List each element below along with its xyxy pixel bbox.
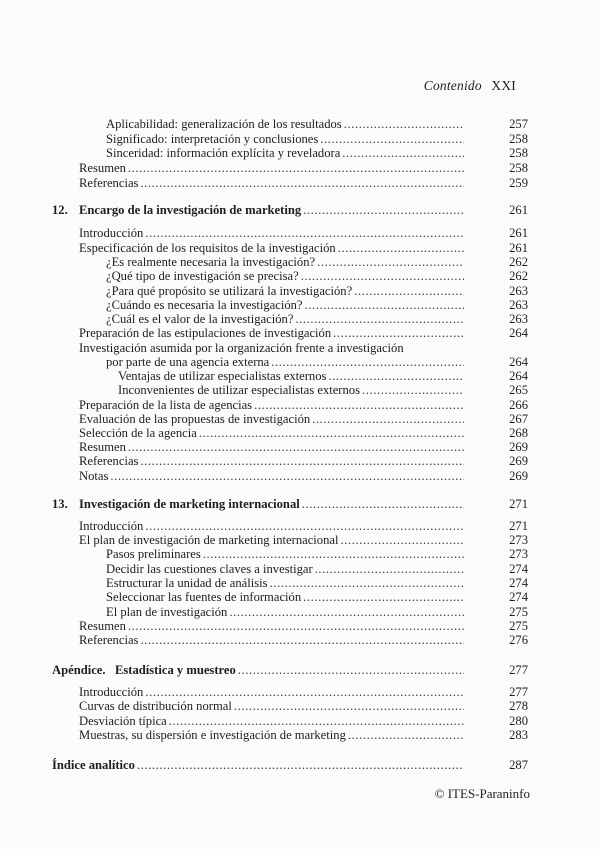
dot-leader <box>302 496 464 513</box>
toc-entry-title: Resumen <box>79 440 126 454</box>
toc-entry-title: Significado: interpretación y conclusiones <box>106 132 319 146</box>
toc-entry-page: 278 <box>509 699 528 713</box>
toc-entry-title: Preparación de la lista de agencias <box>79 398 253 412</box>
toc-entry-title: Introducción <box>79 685 144 699</box>
toc-entry-page: 274 <box>509 590 528 604</box>
toc-entry-page: 275 <box>509 605 528 619</box>
chapter-number: 13. <box>52 497 68 511</box>
toc-entry-page: 259 <box>509 176 528 190</box>
toc-entry-title: ¿Es realmente necesaria la investigación? <box>106 255 316 269</box>
chapter-title: Investigación de marketing internacional <box>79 497 300 511</box>
toc-entry-page: 283 <box>509 728 528 742</box>
toc-entry-title: Resumen <box>79 161 126 175</box>
toc-entry-page: 264 <box>509 369 528 383</box>
toc-entry-page: 263 <box>509 312 528 326</box>
toc-entry-title: ¿Cuándo es necesaria la investigación? <box>106 298 303 312</box>
toc-entry-page: 266 <box>509 398 528 412</box>
dot-leader <box>238 662 464 679</box>
toc-entry-title: Especificación de los requisitos de la investigación <box>79 241 336 255</box>
toc-entry-page: 269 <box>509 440 528 454</box>
toc-entry-title: El plan de investigación <box>106 605 228 619</box>
toc-entry-title: Introducción <box>79 226 144 240</box>
index-title: Índice analítico <box>52 758 135 772</box>
toc-entry-title: Sinceridad: información explícita y reveladora <box>106 146 341 160</box>
toc-entry-title: Notas <box>79 469 109 483</box>
toc-entry-page: 262 <box>509 255 528 269</box>
chapter-title: Encargo de la investigación de marketing <box>79 203 302 217</box>
toc-entry <box>79 727 528 744</box>
dot-leader <box>140 632 464 649</box>
toc-entry-title: Investigación asumida por la organización frente a investigación <box>79 341 404 355</box>
toc-appendix <box>52 662 528 679</box>
toc-entry-page: 257 <box>509 117 528 131</box>
toc-entry-page: 277 <box>509 685 528 699</box>
toc-entry-page: 273 <box>509 533 528 547</box>
toc-entry-page: 268 <box>509 426 528 440</box>
toc-entry-title: Referencias <box>79 454 139 468</box>
toc-entry-title: Referencias <box>79 176 139 190</box>
toc-entry-page: 269 <box>509 469 528 483</box>
dot-leader <box>140 175 464 192</box>
toc-entry <box>79 632 528 649</box>
toc-entry-title: ¿Qué tipo de investigación se precisa? <box>106 269 299 283</box>
toc-entry-title: Referencias <box>79 633 139 647</box>
toc-entry-title: ¿Para qué propósito se utilizará la investigación? <box>106 284 353 298</box>
toc-entry-title: Introducción <box>79 519 144 533</box>
toc-entry-page: 271 <box>509 497 528 511</box>
header-page-number: XXI <box>491 78 516 93</box>
toc-entry <box>79 175 528 192</box>
toc-entry-page: 274 <box>509 576 528 590</box>
toc-entry-title: Seleccionar las fuentes de información <box>106 590 302 604</box>
toc-entry-page: 271 <box>509 519 528 533</box>
toc-entry-title: Evaluación de las propuestas de investigación <box>79 412 311 426</box>
toc-entry-title: por parte de una agencia externa <box>106 355 270 369</box>
toc-entry-page: 277 <box>509 663 528 677</box>
toc-entry-title: Ventajas de utilizar especialistas externos <box>118 369 327 383</box>
toc-entry-title: Desviación típica <box>79 714 167 728</box>
toc-chapter-12 <box>52 202 528 219</box>
toc-entry-page: 287 <box>509 758 528 772</box>
toc-entry-title: Aplicabilidad: generalización de los resultados <box>106 117 342 131</box>
toc-entry-page: 258 <box>509 132 528 146</box>
toc-entry-page: 265 <box>509 383 528 397</box>
toc-entry-page: 267 <box>509 412 528 426</box>
toc-index <box>52 757 528 774</box>
toc-entry-title: Pasos preliminares <box>106 547 201 561</box>
toc-entry-title: ¿Cuál es el valor de la investigación? <box>106 312 294 326</box>
toc-chapter-13 <box>52 496 528 513</box>
copyright-footer: © ITES-Paraninfo <box>434 786 530 801</box>
toc-entry-title: Decidir las cuestiones claves a investigar <box>106 562 313 576</box>
toc-entry-page: 276 <box>509 633 528 647</box>
toc-entry-page: 264 <box>509 326 528 340</box>
dot-leader <box>303 202 464 219</box>
appendix-title: Apéndice. Estadística y muestreo <box>52 663 236 677</box>
toc-entry-page: 262 <box>509 269 528 283</box>
toc-entry-page: 274 <box>509 562 528 576</box>
toc-entry-page: 269 <box>509 454 528 468</box>
toc-entry-page: 263 <box>509 298 528 312</box>
header-section-name: Contenido <box>423 78 482 93</box>
toc-entry-page: 264 <box>509 355 528 369</box>
toc-entry-page: 275 <box>509 619 528 633</box>
toc-entry-title: Inconvenientes de utilizar especialistas externos <box>118 383 360 397</box>
toc-entry-title: El plan de investigación de marketing internacional <box>79 533 339 547</box>
toc-entry-title: Muestras, su dispersión e investigación de marketing <box>79 728 346 742</box>
chapter-number: 12. <box>52 203 68 217</box>
toc-entry <box>79 468 528 485</box>
toc-entry-title: Preparación de las estipulaciones de investigación <box>79 326 332 340</box>
toc-entry-page: 280 <box>509 714 528 728</box>
toc-entry-page: 273 <box>509 547 528 561</box>
dot-leader <box>110 468 464 485</box>
toc-entry-page: 263 <box>509 284 528 298</box>
toc-entry-title: Selección de la agencia <box>79 426 197 440</box>
toc-entry-title: Resumen <box>79 619 126 633</box>
toc-entry-page: 258 <box>509 161 528 175</box>
dot-leader <box>137 757 464 774</box>
toc-entry-page: 261 <box>509 203 528 217</box>
toc-entry-title: Estructurar la unidad de análisis <box>106 576 268 590</box>
toc-entry-page: 261 <box>509 226 528 240</box>
toc-entry-page: 261 <box>509 241 528 255</box>
toc-entry-page: 258 <box>509 146 528 160</box>
dot-leader <box>348 727 464 744</box>
toc-entry-title: Curvas de distribución normal <box>79 699 232 713</box>
